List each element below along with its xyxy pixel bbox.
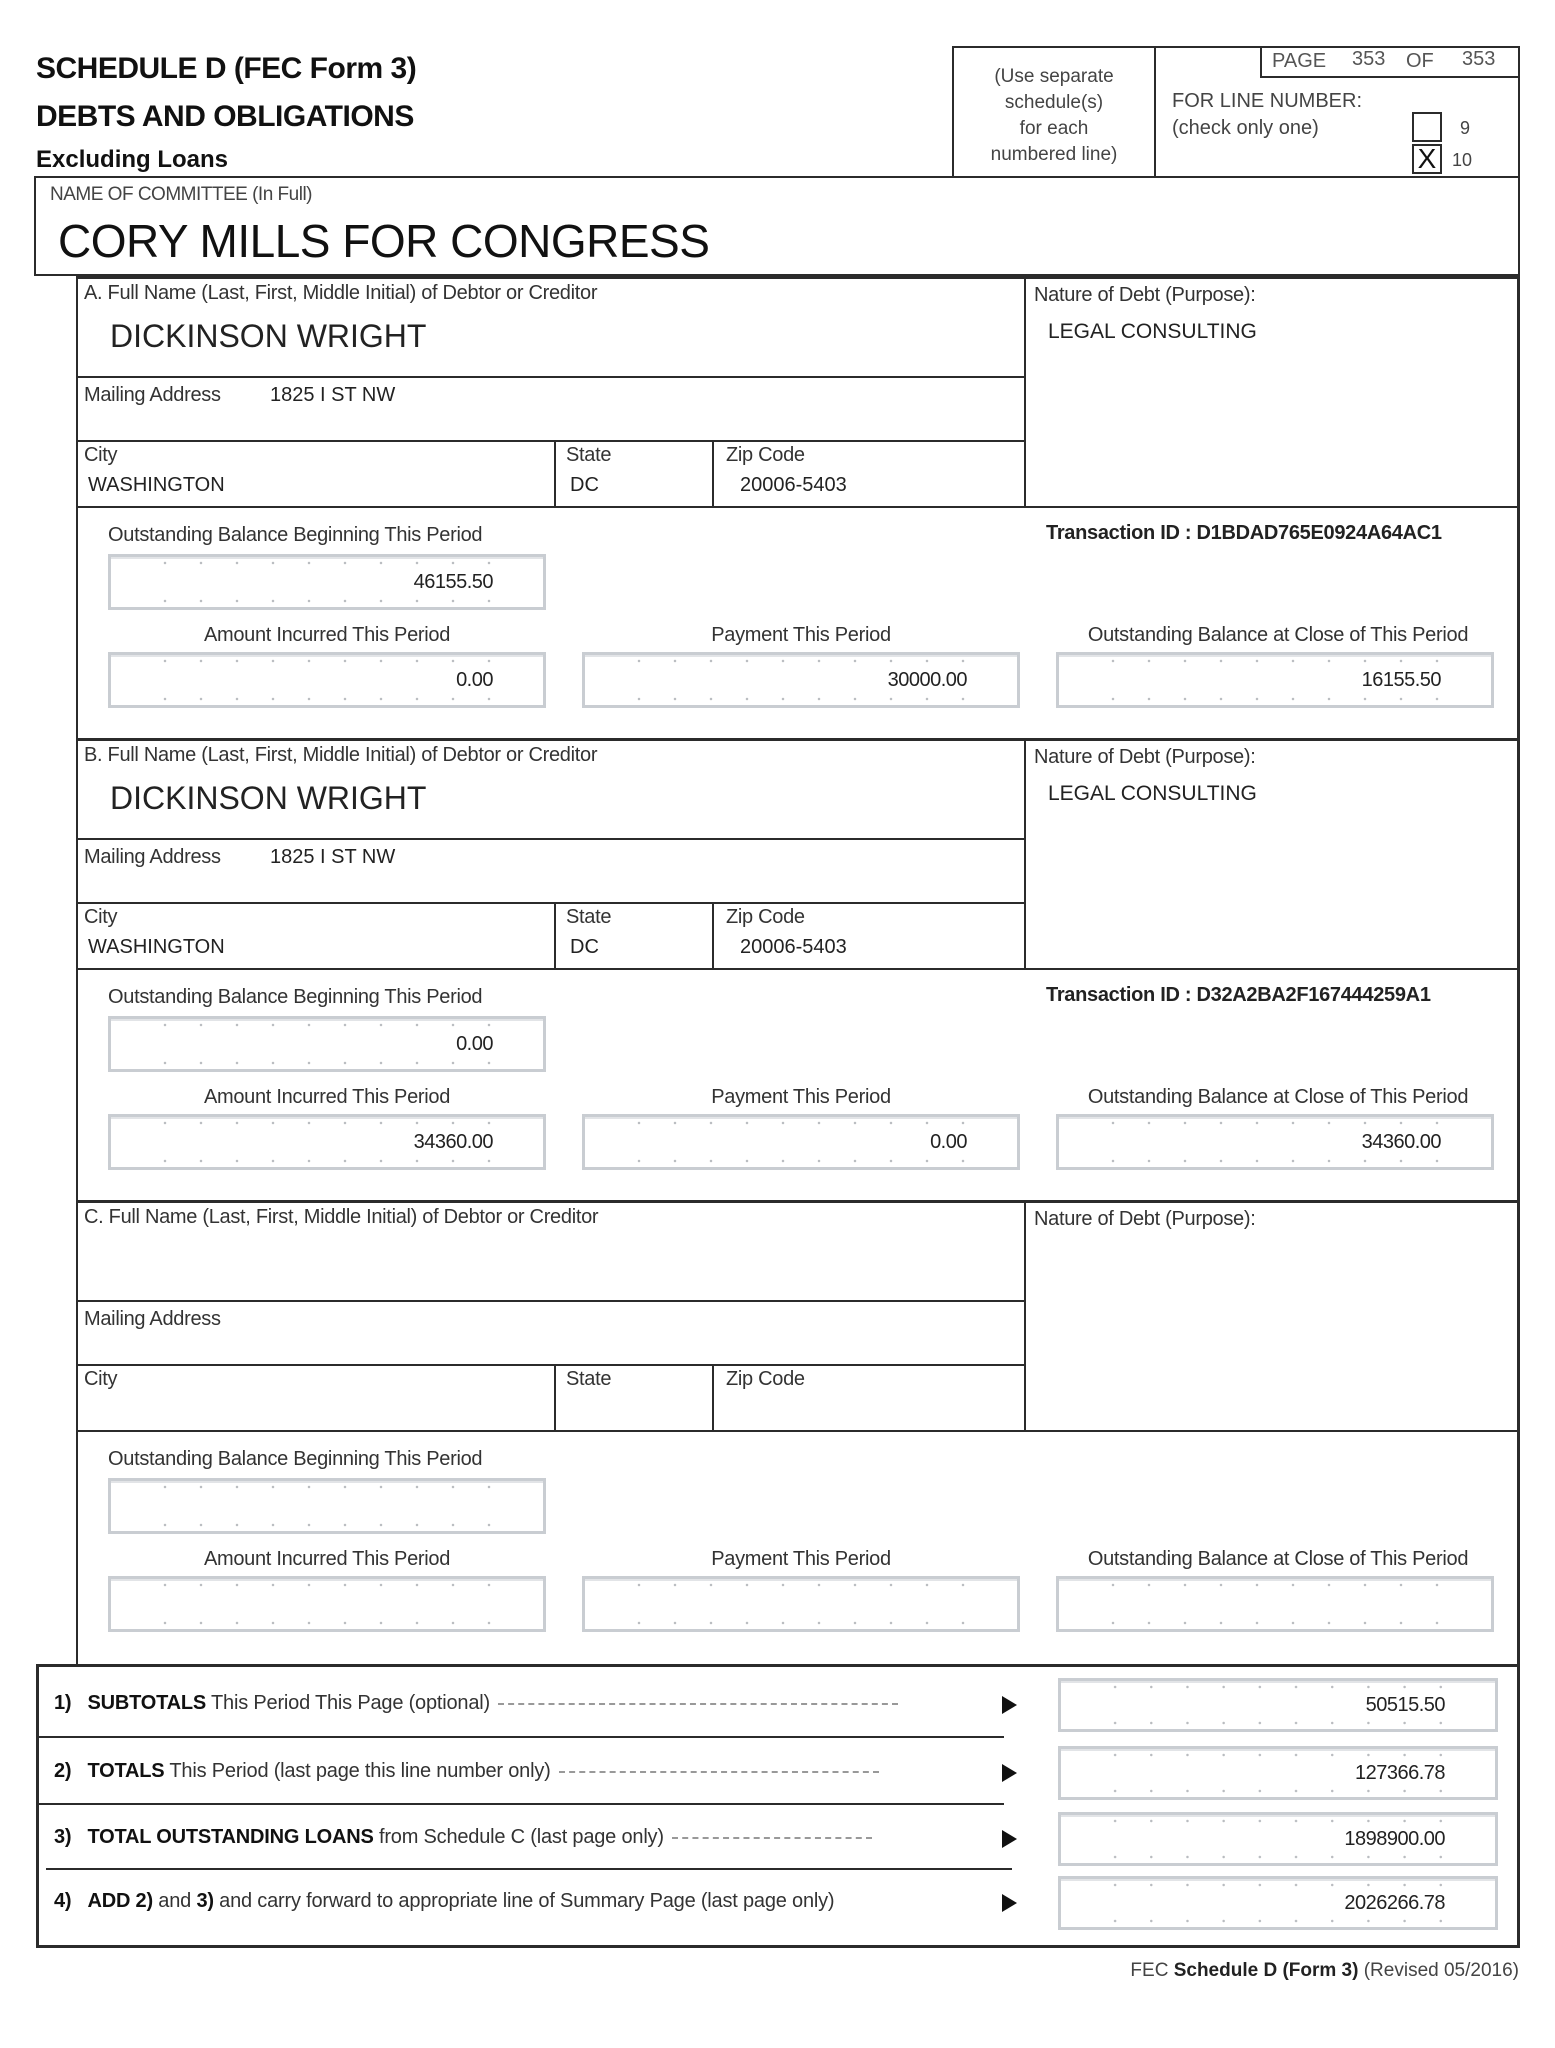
page-label: PAGE: [1272, 50, 1327, 72]
creditor-name-label: A. Full Name (Last, First, Middle Initial) of Debtor or Creditor: [84, 282, 598, 304]
line-9-checkbox[interactable]: [1412, 112, 1442, 142]
incurred-label: Amount Incurred This Period: [203, 1548, 451, 1570]
beginning-balance-field[interactable]: [108, 1478, 546, 1534]
nature-of-debt-label: Nature of Debt (Purpose):: [1034, 284, 1256, 306]
committee-name: CORY MILLS FOR CONGRESS: [58, 215, 710, 267]
closing-balance-label: Outstanding Balance at Close of This Period: [1087, 1548, 1469, 1570]
mailing-address-label: Mailing Address: [84, 1308, 221, 1330]
beginning-balance-value: 46155.50: [413, 571, 493, 593]
payment-field[interactable]: [582, 1114, 1020, 1170]
nature-of-debt-label: Nature of Debt (Purpose):: [1034, 746, 1256, 768]
totals-value-field[interactable]: [1058, 1678, 1498, 1732]
city: WASHINGTON: [88, 474, 225, 496]
incurred-label: Amount Incurred This Period: [203, 624, 451, 646]
city-label: City: [84, 444, 118, 466]
incurred-field[interactable]: [108, 1576, 546, 1632]
payment-field[interactable]: [582, 652, 1020, 708]
state: DC: [570, 936, 599, 958]
creditor-name-label: B. Full Name (Last, First, Middle Initial) of Debtor or Creditor: [84, 744, 598, 766]
zip-code: 20006-5403: [740, 474, 847, 496]
committee-label: NAME OF COMMITTEE (In Full): [50, 184, 312, 205]
totals-value: 2026266.78: [1344, 1892, 1445, 1914]
mailing-address-label: Mailing Address: [84, 846, 221, 868]
zip-label: Zip Code: [726, 444, 805, 466]
closing-balance-label: Outstanding Balance at Close of This Period: [1087, 624, 1469, 646]
state-label: State: [566, 444, 612, 466]
form-subtitle: DEBTS AND OBLIGATIONS: [36, 100, 414, 133]
creditor-name: DICKINSON WRIGHT: [110, 780, 427, 816]
zip-label: Zip Code: [726, 906, 805, 928]
totals-value-field[interactable]: [1058, 1876, 1498, 1930]
incurred-field[interactable]: [108, 1114, 546, 1170]
mailing-address-label: Mailing Address: [84, 384, 221, 406]
closing-balance-field[interactable]: [1056, 652, 1494, 708]
line-number-label: FOR LINE NUMBER:: [1172, 90, 1363, 112]
state-label: State: [566, 1368, 612, 1390]
zip-label: Zip Code: [726, 1368, 805, 1390]
creditor-name: DICKINSON WRIGHT: [110, 318, 427, 354]
page-of-label: OF: [1406, 50, 1434, 72]
payment-value: 0.00: [930, 1131, 967, 1153]
beginning-balance-value: 0.00: [456, 1033, 493, 1055]
transaction-id: Transaction ID : D1BDAD765E0924A64AC1: [1046, 522, 1442, 544]
mailing-address: 1825 I ST NW: [270, 846, 396, 868]
zip-code: 20006-5403: [740, 936, 847, 958]
beginning-balance-label: Outstanding Balance Beginning This Period: [108, 986, 483, 1008]
form-subsubtitle: Excluding Loans: [36, 146, 229, 173]
creditor-name-label: C. Full Name (Last, First, Middle Initial) of Debtor or Creditor: [84, 1206, 599, 1228]
closing-balance-label: Outstanding Balance at Close of This Period: [1087, 1086, 1469, 1108]
payment-label: Payment This Period: [711, 1086, 891, 1108]
state-label: State: [566, 906, 612, 928]
incurred-value: 34360.00: [413, 1131, 493, 1153]
beginning-balance-label: Outstanding Balance Beginning This Period: [108, 524, 483, 546]
arrow-right-icon: [1002, 1894, 1017, 1912]
totals-value: 127366.78: [1354, 1762, 1445, 1784]
totals-value: 50515.50: [1365, 1694, 1445, 1716]
payment-label: Payment This Period: [711, 1548, 891, 1570]
line-9-label: 9: [1460, 118, 1471, 138]
incurred-label: Amount Incurred This Period: [203, 1086, 451, 1108]
beginning-balance-label: Outstanding Balance Beginning This Period: [108, 1448, 483, 1470]
closing-balance-field[interactable]: [1056, 1114, 1494, 1170]
arrow-right-icon: [1002, 1696, 1017, 1714]
closing-balance-value: 34360.00: [1361, 1131, 1441, 1153]
nature-of-debt: LEGAL CONSULTING: [1048, 782, 1257, 805]
city: WASHINGTON: [88, 936, 225, 958]
form-title: SCHEDULE D (FEC Form 3): [36, 52, 417, 85]
payment-value: 30000.00: [887, 669, 967, 691]
totals-value-field[interactable]: [1058, 1812, 1498, 1866]
instruction-text: (Use separate schedule(s) for each numbered line): [990, 66, 1118, 165]
line-10-checkbox[interactable]: X: [1412, 144, 1442, 174]
incurred-value: 0.00: [456, 669, 493, 691]
beginning-balance-field[interactable]: [108, 554, 546, 610]
city-label: City: [84, 1368, 118, 1390]
beginning-balance-field[interactable]: [108, 1016, 546, 1072]
page-number: 353: [1352, 48, 1386, 70]
line-10-label: 10: [1452, 150, 1473, 170]
payment-field[interactable]: [582, 1576, 1020, 1632]
transaction-id: Transaction ID : D32A2BA2F167444259A1: [1046, 984, 1431, 1006]
totals-value: 1898900.00: [1344, 1828, 1445, 1850]
closing-balance-value: 16155.50: [1361, 669, 1441, 691]
state: DC: [570, 474, 599, 496]
form-footer: FEC Schedule D (Form 3) (Revised 05/2016): [1130, 1960, 1519, 1981]
city-label: City: [84, 906, 118, 928]
payment-label: Payment This Period: [711, 624, 891, 646]
arrow-right-icon: [1002, 1764, 1017, 1782]
arrow-right-icon: [1002, 1830, 1017, 1848]
totals-value-field[interactable]: [1058, 1746, 1498, 1800]
mailing-address: 1825 I ST NW: [270, 384, 396, 406]
page-total: 353: [1462, 48, 1496, 70]
nature-of-debt-label: Nature of Debt (Purpose):: [1034, 1208, 1256, 1230]
line-number-hint: (check only one): [1172, 117, 1319, 139]
closing-balance-field[interactable]: [1056, 1576, 1494, 1632]
nature-of-debt: LEGAL CONSULTING: [1048, 320, 1257, 343]
incurred-field[interactable]: [108, 652, 546, 708]
